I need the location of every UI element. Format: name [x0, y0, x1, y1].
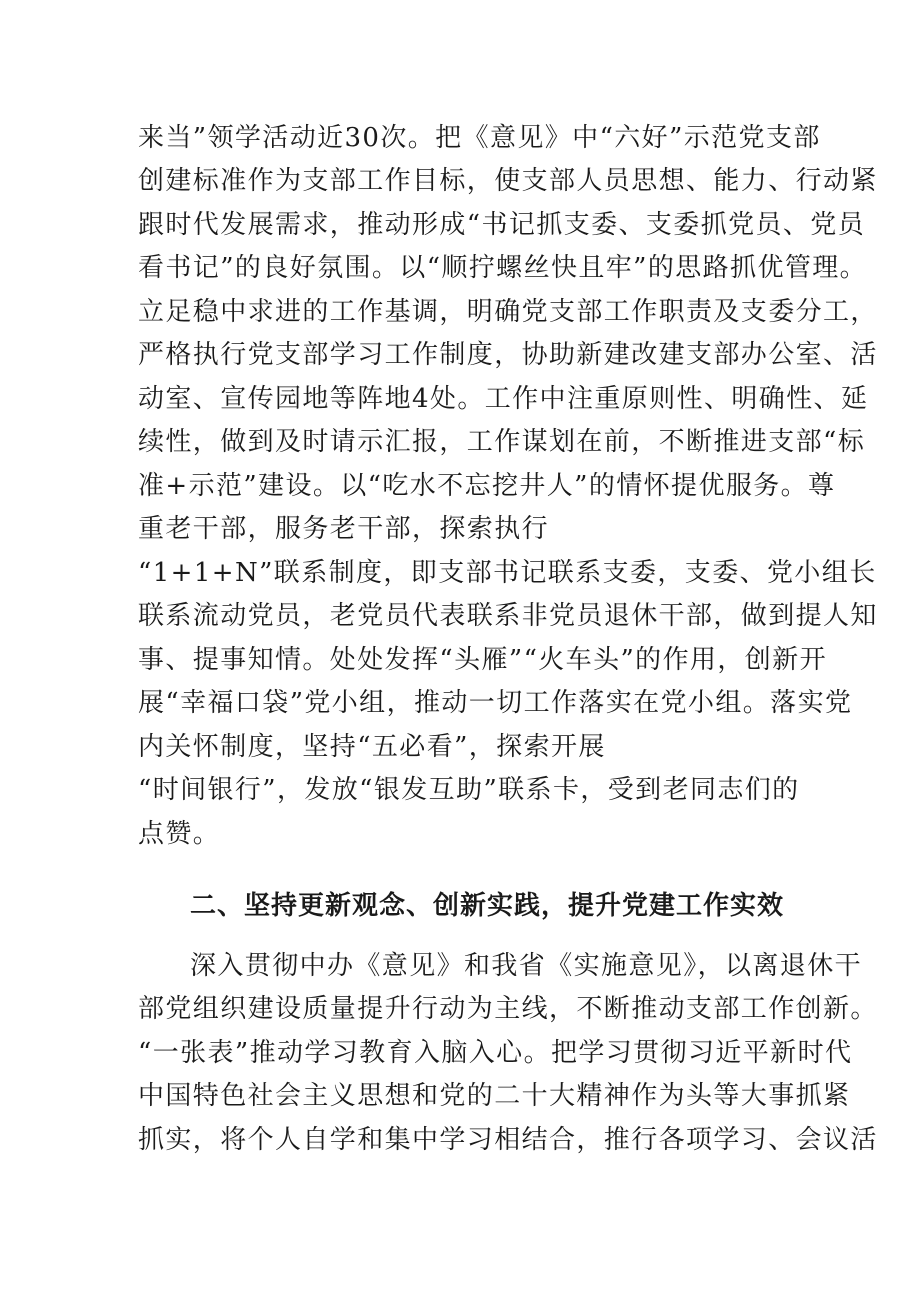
- paragraph-1-line-5: 立足稳中求进的工作基调，明确党支部工作职责及支委分工，: [138, 297, 878, 327]
- paragraph-2-line-1: 深入贯彻中办《意见》和我省《实施意见》，以离退休干: [190, 951, 863, 981]
- paragraph-1-line-10: 重老干部，服务老干部，探索执行: [138, 514, 550, 544]
- paragraph-1-line-3: 跟时代发展需求，推动形成“书记抓支委、支委抓党员、党员: [138, 210, 866, 240]
- paragraph-1-line-1: 来当”领学活动近30次。把《意见》中“六好”示范党支部: [138, 123, 821, 153]
- paragraph-1-line-13: 事、提事知情。处处发挥“头雁”“火车头”的作用，创新开: [138, 645, 827, 675]
- paragraph-2-line-2: 部党组织建设质量提升行动为主线，不断推动支部工作创新。: [138, 994, 878, 1024]
- paragraph-1-line-2: 创建标准作为支部工作目标，使支部人员思想、能力、行动紧: [138, 166, 878, 196]
- paragraph-1-line-7: 动室、宣传园地等阵地4处。工作中注重原则性、明确性、延: [138, 384, 869, 414]
- paragraph-1-line-17: 点赞。: [138, 819, 221, 849]
- paragraph-1-line-8: 续性，做到及时请示汇报，工作谋划在前，不断推进支部“标: [138, 427, 866, 457]
- paragraph-1-line-11: “1+1+N”联系制度，即支部书记联系支委，支委、党小组长: [138, 558, 877, 588]
- paragraph-1-line-9: 准+示范”建设。以“吃水不忘挖井人”的情怀提优服务。尊: [138, 471, 836, 501]
- paragraph-1-line-16: “时间银行”，发放“银发互助”联系卡，受到老同志们的: [138, 775, 800, 805]
- paragraph-1-line-4: 看书记”的良好氛围。以“顺拧螺丝快且牢”的思路抓优管理。: [138, 253, 868, 283]
- paragraph-1-line-6: 严格执行党支部学习工作制度，协助新建改建支部办公室、活: [138, 340, 878, 370]
- paragraph-1-line-14: 展“幸福口袋”党小组，推动一切工作落实在党小组。落实党: [138, 688, 853, 718]
- section-heading: 二、坚持更新观念、创新实践，提升党建工作实效: [190, 891, 785, 921]
- paragraph-2-line-3: “一张表”推动学习教育入脑入心。把学习贯彻习近平新时代: [138, 1038, 853, 1068]
- paragraph-1-line-15: 内关怀制度，坚持“五必看”，探索开展: [138, 732, 606, 762]
- paragraph-2-line-5: 抓实，将个人自学和集中学习相结合，推行各项学习、会议活: [138, 1125, 878, 1155]
- paragraph-1-line-12: 联系流动党员，老党员代表联系非党员退休干部，做到提人知: [138, 601, 878, 631]
- paragraph-2-line-4: 中国特色社会主义思想和党的二十大精神作为头等大事抓紧: [138, 1081, 851, 1111]
